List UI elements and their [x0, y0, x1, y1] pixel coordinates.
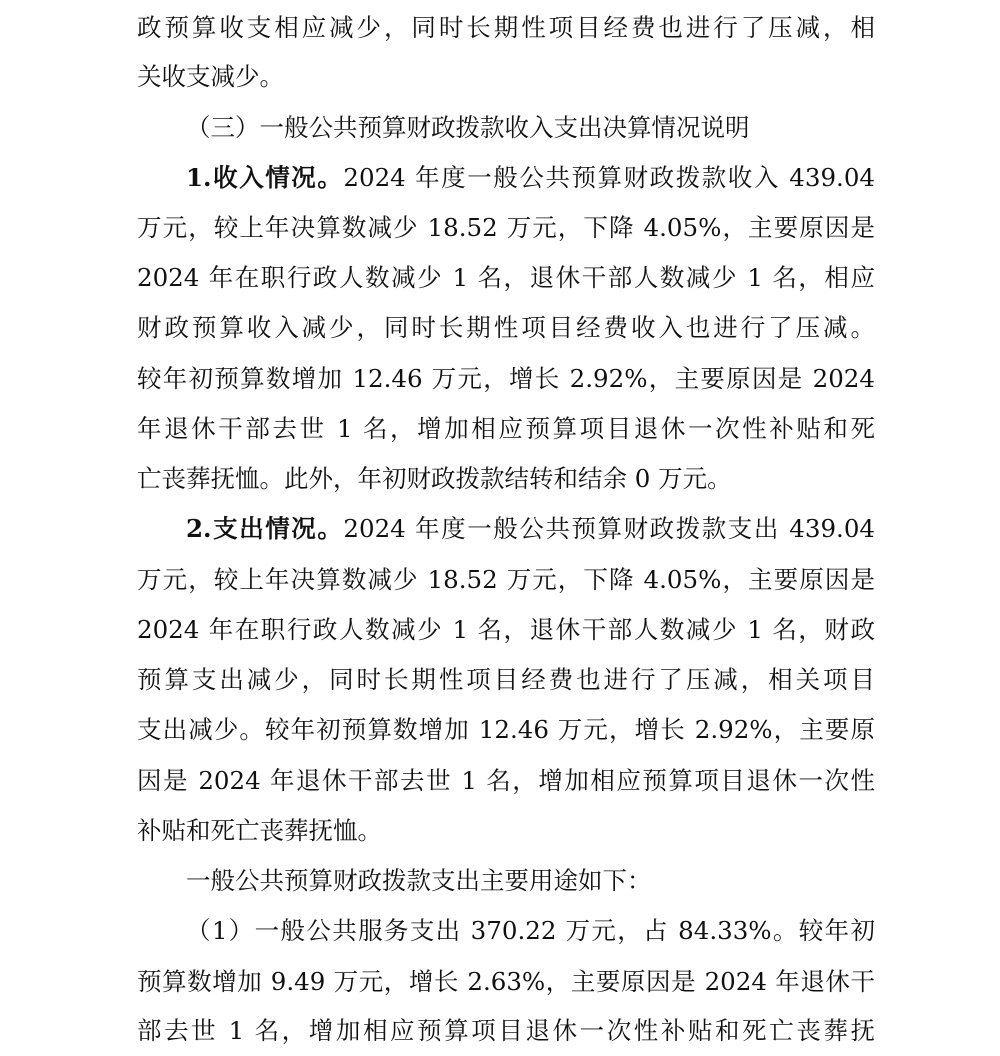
paragraph-line: 2024 年在职行政人数减少 1 名，退休干部人数减少 1 名，财政: [137, 615, 875, 644]
paragraph-line: 财政预算收入减少，同时长期性项目经费收入也进行了压减。: [137, 313, 875, 342]
paragraph-text: 2024 年度一般公共预算财政拨款收入 439.04: [343, 163, 875, 192]
paragraph-line: 预算支出减少，同时长期性项目经费也进行了压减，相关项目: [137, 665, 875, 694]
paragraph-line: （1）一般公共服务支出 370.22 万元，占 84.33%。较年初: [186, 916, 875, 945]
income-paragraph-first-line: [186, 153, 875, 203]
paragraph-text: 2024 年度一般公共预算财政拨款支出 439.04: [343, 514, 875, 543]
income-heading: 1.收入情况。: [186, 163, 344, 192]
paragraph-line: 补贴和死亡丧葬抚恤。: [137, 816, 382, 845]
paragraph-line: 关收支减少。: [137, 62, 284, 91]
section-heading: （三）一般公共预算财政拨款收入支出决算情况说明: [186, 113, 750, 142]
paragraph-line: 部去世 1 名，增加相应预算项目退休一次性补贴和死亡丧葬抚: [137, 1016, 875, 1045]
paragraph-line: 政预算收支相应减少，同时长期性项目经费也进行了压减，相: [137, 13, 875, 42]
paragraph-line: 支出减少。较年初预算数增加 12.46 万元，增长 2.92%，主要原: [137, 715, 875, 744]
paragraph-line: 万元，较上年决算数减少 18.52 万元，下降 4.05%，主要原因是: [137, 565, 875, 594]
paragraph-line: 万元，较上年决算数减少 18.52 万元，下降 4.05%，主要原因是: [137, 213, 875, 242]
paragraph-line: 因是 2024 年退休干部去世 1 名，增加相应预算项目退休一次性: [137, 766, 875, 795]
paragraph-line: 较年初预算数增加 12.46 万元，增长 2.92%，主要原因是 2024: [137, 364, 875, 393]
paragraph-line: 年退休干部去世 1 名，增加相应预算项目退休一次性补贴和死: [137, 414, 875, 443]
paragraph-line: 一般公共预算财政拨款支出主要用途如下：: [186, 866, 652, 895]
expenditure-heading: 2.支出情况。: [186, 514, 344, 543]
paragraph-line: 亡丧葬抚恤。此外，年初财政拨款结转和结余 0 万元。: [137, 464, 732, 493]
expenditure-paragraph-first-line: [186, 504, 875, 554]
paragraph-line: 预算数增加 9.49 万元，增长 2.63%，主要原因是 2024 年退休干: [137, 967, 875, 996]
paragraph-line: 2024 年在职行政人数减少 1 名，退休干部人数减少 1 名，相应: [137, 263, 875, 292]
